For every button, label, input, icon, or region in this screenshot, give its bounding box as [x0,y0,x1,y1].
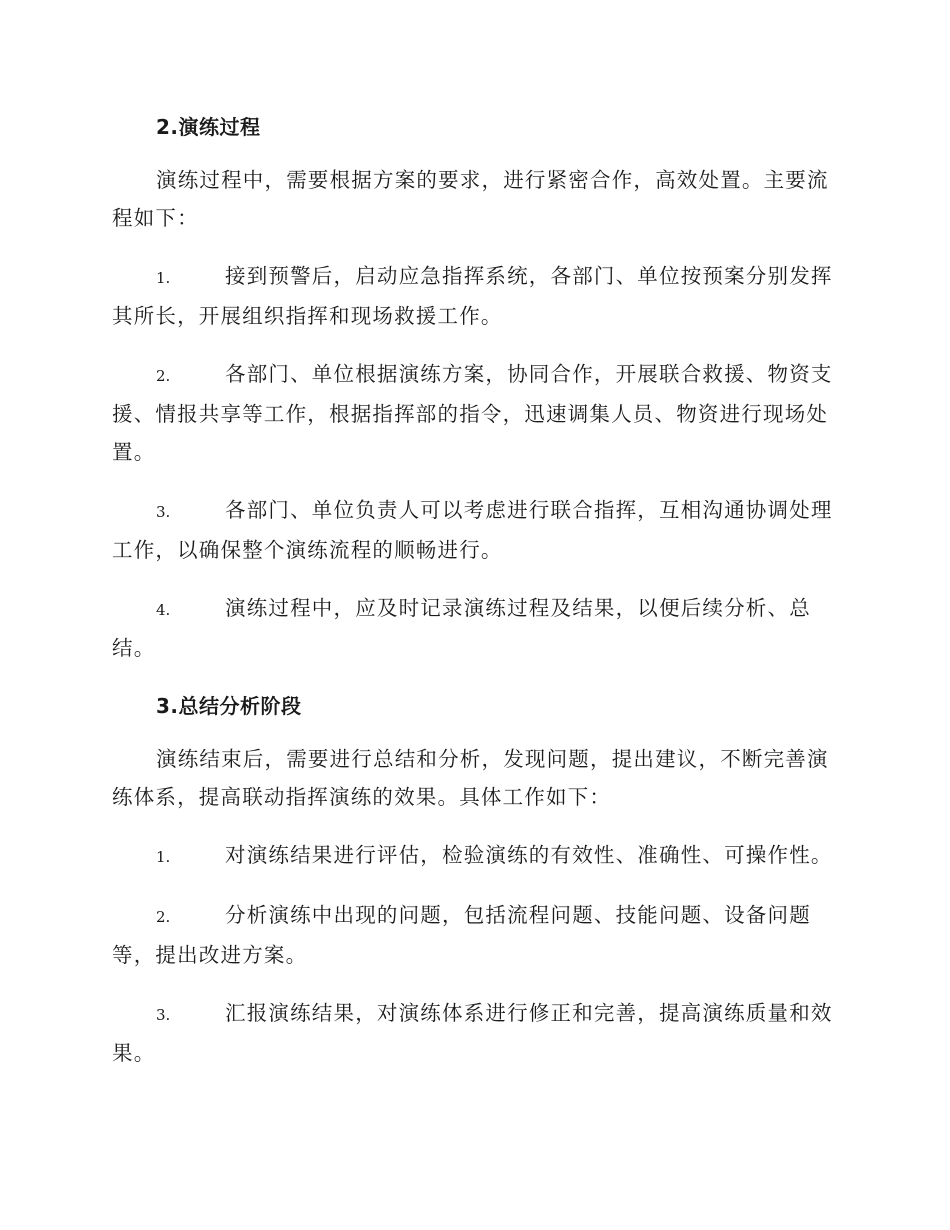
list-item-number: 2. [156,367,171,385]
section-heading: 3.总结分析阶段 [156,694,302,718]
section-process [112,108,836,667]
list-item-text: 各部门、单位负责人可以考虑进行联合指挥，互相沟通协调处理工作，以确保整个演练流程的顺畅进行。 [112,498,833,562]
list-item-text: 分析演练中出现的问题，包括流程问题、技能问题、设备问题等，提出改进方案。 [112,903,811,967]
list-item [112,491,836,569]
list-item [112,589,836,667]
list-item-text: 各部门、单位根据演练方案，协同合作，开展联合救援、物资支援、情报共享等工作，根据指挥部的指令，迅速调集人员、物资进行现场处置。 [112,362,833,464]
list-item [112,257,836,335]
document-page [112,108,836,1092]
section-summary [112,687,836,1072]
list-item [112,994,836,1072]
list-item [112,836,836,876]
list-item-number: 4. [156,601,171,619]
list-item-number: 2. [156,908,171,926]
list-item-text: 接到预警后，启动应急指挥系统，各部门、单位按预案分别发挥其所长，开展组织指挥和现场救援工作。 [112,264,833,328]
list-item-number: 3. [156,1006,171,1024]
section-intro: 演练结束后，需要进行总结和分析，发现问题，提出建议，不断完善演练体系，提高联动指挥演练的效果。具体工作如下： [112,747,829,809]
list-item-number: 1. [156,269,171,287]
list-item-text: 演练过程中，应及时记录演练过程及结果，以便后续分析、总结。 [112,596,811,660]
section-heading: 2.演练过程 [156,115,261,139]
list-item [112,896,836,974]
section-intro: 演练过程中，需要根据方案的要求，进行紧密合作，高效处置。主要流程如下： [112,168,829,230]
list-item-number: 3. [156,503,171,521]
list-item-text: 汇报演练结果，对演练体系进行修正和完善，提高演练质量和效果。 [112,1001,833,1065]
list-item [112,355,836,471]
list-item-text: 对演练结果进行评估，检验演练的有效性、准确性、可操作性。 [225,843,833,867]
list-item-number: 1. [156,848,171,866]
